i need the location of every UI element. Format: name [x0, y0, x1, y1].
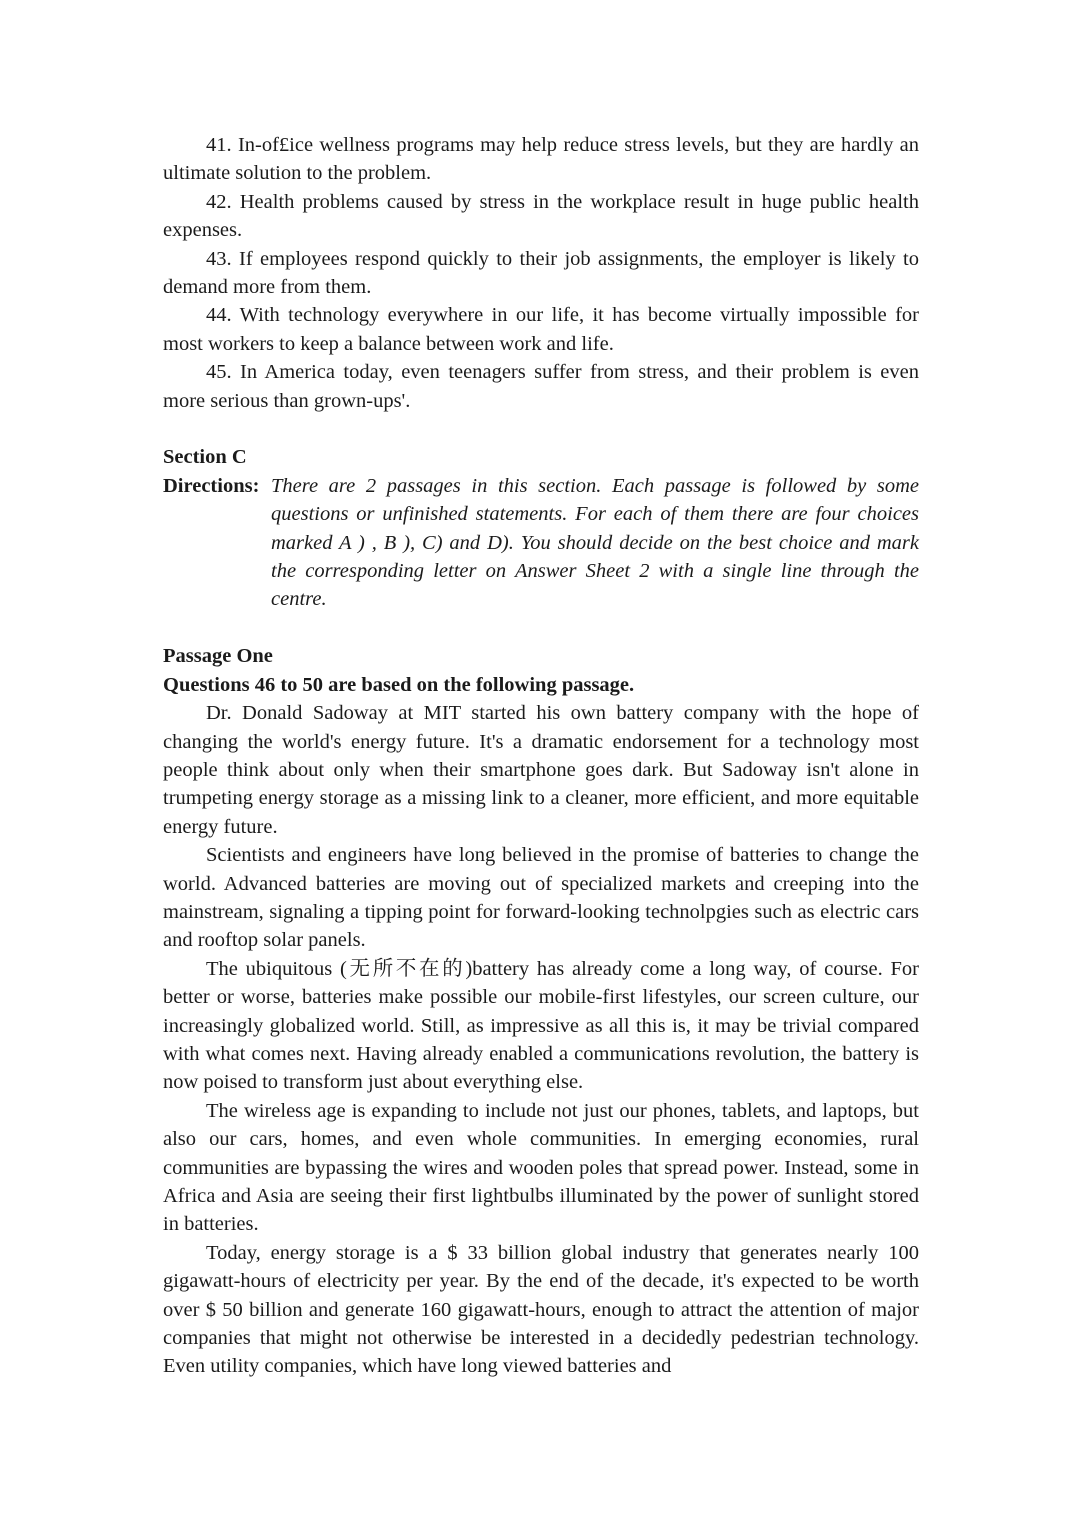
- passage-title: Passage One: [163, 645, 273, 668]
- passage-paragraph-5: Today, energy storage is a $ 33 billion global industry that generates nearly 100 gigawatt-hours of electricity per year. By the end of the decade, it's expected to be worth over $ 50 billion and generate 160 gigawatt-hours, enough to attract the attention of major companies that might not otherwise be interested in a decidedly pedestrian technology. Even utility companies, which have long viewed batteries and: [163, 1241, 919, 1378]
- statement-44: 44. With technology everywhere in our life, it has become virtually impossible for most workers to keep a balance between work and life.: [163, 304, 919, 355]
- statement-42: 42. Health problems caused by stress in the workplace result in huge public health expenses.: [163, 190, 919, 242]
- passage-paragraph-2: Scientists and engineers have long believed in the promise of batteries to change the world. Advanced batteries are moving out of specialized markets and creeping into the mainstream, signaling a tipping point for forward-looking technolpgies such as electric cars and rooftop solar panels.: [163, 844, 919, 952]
- page-content: [163, 131, 919, 1381]
- statement-45: 45. In America today, even teenagers suffer from stress, and their problem is even more serious than grown-ups'.: [163, 361, 919, 412]
- statement-43: 43. If employees respond quickly to their job assignments, the employer is likely to demand more from them.: [163, 247, 919, 299]
- section-title: Section C: [163, 446, 247, 469]
- directions-block: [163, 472, 919, 614]
- directions-text: There are 2 passages in this section. Each passage is followed by some questions or unfinished statements. For each of them there are four choices marked A ) , B ), C) and D). You should decide on the best choice and mark the corresponding letter on Answer Sheet 2 with a single line through the centre.: [271, 474, 919, 611]
- passage-paragraph-1: Dr. Donald Sadoway at MIT started his own battery company with the hope of changing the world's energy future. It's a dramatic endorsement for a technology most people think about only when their smartphone goes dark. But Sadoway isn't alone in trumpeting energy storage as a missing link to a cleaner, more efficient, and more equitable energy future.: [163, 702, 919, 838]
- spacer: [163, 614, 919, 642]
- statement-41: 41. In-of£ice wellness programs may help reduce stress levels, but they are hardly an ultimate solution to the problem.: [163, 134, 919, 185]
- spacer: [163, 415, 919, 443]
- directions-label: Directions:: [163, 474, 260, 497]
- passage-paragraph-3: The ubiquitous (无所不在的)battery has already come a long way, of course. For better or worse, batteries make possible our mobile-first lifestyles, our screen culture, our increasingly globalized world. Still, as impressive as all this is, it may be trivial compared with what comes next. Having already enabled a communications revolution, the battery is now poised to transform just about everything else.: [163, 957, 919, 1094]
- passage-subtitle: Questions 46 to 50 are based on the following passage.: [163, 673, 635, 696]
- passage-paragraph-4: The wireless age is expanding to include not just our phones, tablets, and laptops, but also our cars, homes, and even whole communities. In emerging economies, rural communities are bypassing the wires and wooden poles that spread power. Instead, some in Africa and Asia are seeing their first lightbulbs illuminated by the power of sunlight stored in batteries.: [163, 1099, 919, 1236]
